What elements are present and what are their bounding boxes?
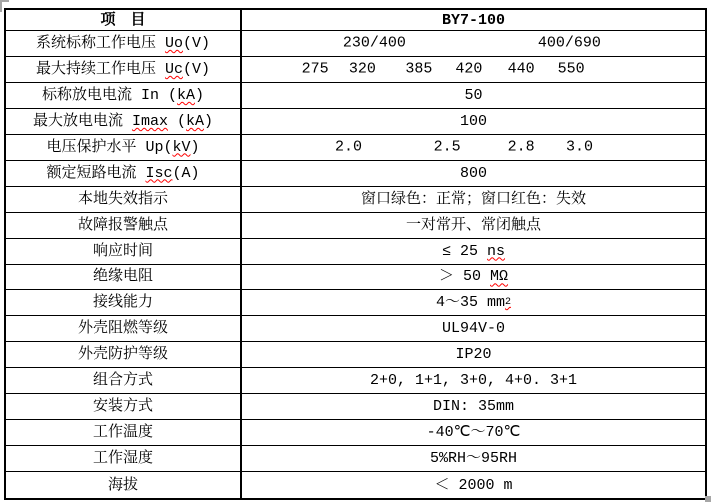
misspelled-token: Imax (131, 112, 168, 130)
value-text: 2.0 (334, 138, 362, 156)
table-row (6, 31, 705, 57)
value-text: 2.5 (433, 138, 461, 156)
item-label-cell (6, 265, 242, 290)
value-text: 4～35 mm (435, 294, 505, 312)
misspelled-token: kV (172, 138, 191, 156)
misspelled-token: Isc (145, 164, 173, 182)
header-product-cell (242, 10, 705, 30)
item-label-cell (6, 368, 242, 393)
value-text: 400/690 (537, 34, 601, 52)
item-label-cell (6, 213, 242, 238)
table-resize-handle[interactable] (705, 496, 711, 502)
table-row (6, 368, 705, 394)
value-cell (242, 31, 705, 56)
value-cell (242, 446, 705, 471)
item-label-cell (6, 394, 242, 419)
value-text: 385 (405, 60, 433, 78)
table-row (6, 239, 705, 265)
value-text: 2+0, 1+1, 3+0, 4+0. 3+1 (369, 372, 578, 390)
header-item-cell (6, 10, 242, 30)
label-text: 外壳阻燃等级 (77, 320, 168, 338)
misspelled-token: MΩ (490, 268, 509, 286)
value-text: UL94V-0 (441, 320, 505, 338)
value-cell (242, 187, 705, 212)
value-cell (242, 57, 705, 82)
label-text: ) (195, 86, 205, 104)
label-text: 最大放电电流 (32, 112, 132, 130)
table-row (6, 394, 705, 420)
value-text: 窗口绿色：正常；窗口红色：失效 (360, 190, 586, 208)
label-text: 最大持续工作电压 (35, 60, 165, 78)
value-cell: 4～35 mm 2 (435, 294, 512, 312)
label-text: 本地失效指示 (77, 190, 168, 208)
value-text: 50 (464, 86, 483, 104)
value-text: 230/400 (342, 34, 406, 52)
misspelled-token: kA (176, 86, 195, 104)
table-header-row (6, 10, 705, 31)
table-row (6, 83, 705, 109)
item-label-cell (6, 83, 242, 108)
value-text: 440 (507, 60, 535, 78)
label-text: 绝缘电阻 (92, 268, 153, 286)
label-text: 电压保护水平 Up( (46, 138, 173, 156)
label-text: (A) (172, 164, 200, 182)
value-text: 一对常开、常闭触点 (405, 216, 541, 234)
value-cell (242, 109, 705, 134)
value-cell (242, 472, 705, 498)
value-text: -40℃～70℃ (426, 424, 521, 442)
item-label-cell (6, 290, 242, 315)
value-text: ≤ 25 (441, 242, 487, 260)
label-text: 额定短路电流 (46, 164, 146, 182)
misspelled-token: kA (186, 112, 205, 130)
value-cell (242, 239, 705, 264)
value-text: 800 (459, 164, 487, 182)
value-text: IP20 (455, 346, 492, 364)
table-row (6, 135, 705, 161)
misspelled-token: Uo (164, 34, 183, 52)
label-text: 系统标称工作电压 (35, 34, 165, 52)
value-text: 2.8 (507, 138, 535, 156)
label-text: ) (204, 112, 214, 130)
label-text: 安装方式 (92, 398, 153, 416)
value-text: 3.0 (566, 138, 594, 156)
label-text: 故障报警触点 (77, 216, 168, 234)
item-label-cell (6, 187, 242, 212)
label-text: 工作温度 (92, 424, 153, 442)
value-text: 320 (348, 60, 376, 78)
item-label-cell (6, 316, 242, 341)
label-text: ) (190, 138, 200, 156)
label-text: (V) (183, 34, 211, 52)
label-text: 组合方式 (92, 372, 153, 390)
label-text: 工作湿度 (92, 450, 153, 468)
item-label-cell (6, 420, 242, 445)
header-item-label: 项 目 (100, 11, 146, 29)
value-text: ＞ 50 (438, 268, 490, 286)
item-label-cell (6, 109, 242, 134)
item-label-cell (6, 57, 242, 82)
specification-table (4, 8, 707, 500)
value-text: 550 (557, 60, 585, 78)
value-cell (242, 394, 705, 419)
label-text: 外壳防护等级 (77, 346, 168, 364)
product-model-label: BY7-100 (441, 11, 505, 29)
misspelled-token: ns (487, 242, 506, 260)
label-text: 接线能力 (92, 294, 153, 312)
label-text: ( (167, 112, 186, 130)
table-row (6, 316, 705, 342)
table-row (6, 472, 705, 498)
value-text: 420 (455, 60, 483, 78)
value-cell (242, 368, 705, 393)
value-cell (242, 342, 705, 367)
item-label-cell (6, 472, 242, 498)
table-row (6, 290, 705, 316)
value-cell (242, 316, 705, 341)
value-cell (242, 420, 705, 445)
label-text: (V) (183, 60, 211, 78)
label-text: 标称放电电流 In ( (41, 86, 177, 104)
value-cell (242, 161, 705, 186)
table-move-handle-fragment[interactable] (0, 0, 9, 2)
table-row (6, 342, 705, 368)
value-cell (242, 135, 705, 160)
misspelled-token: Uc (164, 60, 183, 78)
item-label-cell (6, 446, 242, 471)
item-label-cell (6, 342, 242, 367)
value-text: ＜ 2000 m (434, 476, 513, 494)
table-row (6, 213, 705, 239)
value-text: 275 (301, 60, 329, 78)
table-row (6, 109, 705, 135)
value-cell (242, 265, 705, 290)
value-text: 100 (459, 112, 487, 130)
table-row (6, 57, 705, 83)
value-cell (242, 213, 705, 238)
table-row (6, 265, 705, 291)
table-row (6, 187, 705, 213)
table-row (6, 446, 705, 472)
item-label-cell (6, 31, 242, 56)
item-label-cell (6, 161, 242, 186)
label-text: 响应时间 (92, 242, 153, 260)
value-cell (242, 83, 705, 108)
value-text: DIN: 35mm (432, 398, 514, 416)
item-label-cell (6, 135, 242, 160)
value-text: 5%RH～95RH (429, 450, 517, 468)
table-row (6, 420, 705, 446)
item-label-cell (6, 239, 242, 264)
label-text: 海拔 (107, 476, 138, 494)
table-row (6, 161, 705, 187)
